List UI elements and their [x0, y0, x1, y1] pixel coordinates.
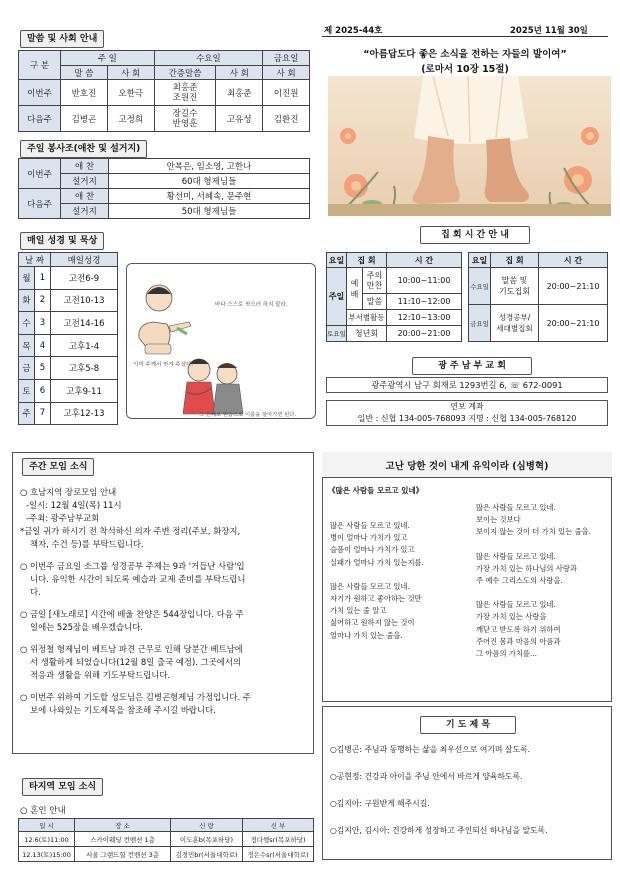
meeting-time: 20:00~21:00 [387, 326, 462, 342]
day: 주 [19, 402, 35, 425]
news-line: ○ 금일 [새노래로] 시간에 배울 찬양은 544장입니다. 다음 주 [20, 609, 244, 619]
reading: 고후9-11 [51, 379, 118, 402]
day-num: 7 [35, 402, 51, 425]
meeting-name: 주의 만찬 [363, 268, 387, 294]
day-num: 3 [35, 312, 51, 335]
news-line: 일에는 525장을 배우겠습니다. [30, 622, 143, 632]
church-name: 광 주 남 부 교 회 [412, 357, 532, 375]
reading: 고전10-13 [51, 289, 118, 312]
value-dishes: 60대 형제님들 [109, 174, 310, 189]
cartoon-bubble-2: 이미 주께서 씻겨 주셨다. [133, 362, 194, 368]
reading: 고후12-13 [51, 402, 118, 425]
volunteer-table [18, 158, 310, 219]
row-next-week: 다음주 [19, 106, 61, 132]
wedding-datetime: 12.6(토)11:00 [19, 832, 75, 847]
meeting-name: 부서별활동 [347, 310, 387, 326]
poem-line: 많은 사람들 모르고 있네. [476, 551, 556, 561]
day: 목 [19, 334, 35, 357]
cell: 이진원 [263, 80, 310, 106]
reading: 고후5-8 [51, 357, 118, 380]
row-this-week: 이번주 [19, 80, 61, 106]
poem-line: 많은 사람들 모르고 있네. [330, 581, 410, 591]
poem-line: 주어진 몸과 마음의 아픔과 [476, 636, 561, 646]
poem-line: 가치 있는 줄 알고 [330, 606, 387, 616]
wedding-label: ○ 혼인 안내 [20, 806, 66, 816]
poem-line: 실패가 얼마나 가치 있는지를. [330, 557, 424, 567]
wedding-groom: 김경민br(서울대학로) [171, 847, 243, 862]
poem-line: 보이지 않는 것이 더 가치 있는 줄을. [476, 527, 591, 537]
other-news-title: 타지역 모임 소식 [22, 778, 103, 796]
news-line: ○ 호남지역 장로모임 안내 [20, 487, 117, 497]
poem-left-column [330, 520, 424, 642]
cartoon-bubble-1: 바다 스스로 씻으러 하지 말라. [215, 302, 288, 308]
sub-host-fri: 사 회 [263, 66, 310, 80]
label-meal: 애 찬 [61, 189, 109, 204]
meeting-time: 20:00~21:10 [539, 268, 608, 305]
news-line: -일시: 12월 4일(목) 11시 [26, 500, 122, 510]
prayer-item: ○김병곤: 주님과 동행하는 삶을 최우선으로 여기며 살도록. [330, 745, 531, 754]
sub-host: 사 회 [107, 66, 154, 80]
bible-section-title: 매일 성경 및 묵상 [20, 232, 104, 250]
cartoon-image [127, 264, 316, 419]
meeting-name: 성경공부/ 세대별집회 [491, 305, 539, 342]
prayer-item: ○공현정: 건강과 아이을 주님 안에서 바르게 양육하도록. [330, 772, 523, 781]
poem-line: 가장 가치 있는 하나님의 사랑과 [476, 563, 577, 573]
cartoon-panel [126, 263, 316, 419]
sub-host-wed: 사 회 [216, 66, 263, 80]
news-line: 서 생활하게 되었습니다(12월 8일 출국 예정). 그곳에서의 [30, 657, 242, 667]
group-sunday: 주 일 [61, 51, 155, 66]
cell: 김병곤 [61, 106, 108, 132]
meeting-time: 11:10~12:00 [387, 294, 462, 310]
cell: 반호진 [61, 80, 108, 106]
bank-accounts: 일반 : 신협 134-005-768093 지명 : 신협 134-005-768120 [357, 414, 577, 423]
meeting-name: 말씀 [363, 294, 387, 310]
day-saturday: 토요일 [327, 326, 347, 342]
meetings-section-title: 집 회 시 간 안 내 [420, 226, 530, 244]
poem-line: 슬픔이 얼마나 가치가 있고 [330, 545, 415, 555]
wedding-table [18, 818, 314, 862]
poem-line: 많은 사람들 모르고 있네. [476, 600, 556, 610]
poem-line: 많은 사람들 모르고 있네. [330, 521, 410, 530]
cell: 고정희 [107, 106, 154, 132]
label-meal: 애 찬 [61, 159, 109, 174]
news-line: 보에 나와있는 기도제목을 참조해 주시길 바랍니다. [30, 705, 216, 715]
col-division: 구 분 [19, 51, 61, 80]
poem-line: 그 아픔의 가치를... [476, 649, 537, 659]
poem-line: 자기가 원하고 좋아하는 것만 [330, 594, 422, 604]
wedding-place: 스카이웨딩 컨벤션 1층 [75, 832, 171, 847]
day-num: 4 [35, 334, 51, 357]
day-num: 5 [35, 357, 51, 380]
verse-text: “아름답도다 좋은 소식을 전하는 자들의 발이여” [363, 49, 567, 60]
day-friday: 금요일 [469, 305, 491, 342]
meeting-time: 10:00~11:00 [387, 268, 462, 294]
news-line: ○ 이번주 금요일 소그룹 성경공부 주제는 9과 '거듭난 사람'입 [20, 561, 245, 571]
header-reading: 매일성경 [51, 253, 118, 267]
label-worship: 예배 [347, 268, 363, 310]
poem-line: 주 예수 그리스도의 사랑을. [476, 576, 563, 586]
day: 화 [19, 289, 35, 312]
bank-box [326, 400, 608, 426]
header-day: 요일 [327, 253, 347, 268]
reading: 고전14-16 [51, 312, 118, 335]
cell: 최홍준 조원진 [154, 80, 216, 106]
poem-line: 깨닫고 받도록 하기 위하여 [476, 624, 561, 634]
news-line: *금일 귀가 하시기 전 착석하신 의자 주변 정리(주보, 화장지, [20, 526, 241, 536]
poem-title: 고난 당한 것이 내게 유익이라 (심병혁) [385, 461, 549, 472]
issue-date: 2025년 11월 30일 [510, 26, 588, 36]
value-dishes: 50대 형제님들 [109, 204, 310, 219]
news-line: -주최: 광주남부교회 [26, 513, 100, 523]
label-dishes: 설거지 [61, 174, 109, 189]
meeting-time: 20:00~21:10 [539, 305, 608, 342]
weekly-news-body [20, 486, 310, 717]
day: 수 [19, 312, 35, 335]
meeting-name: 청년회 [347, 326, 387, 342]
poem-line: 보이는 것보다 [476, 515, 521, 525]
sub-testimony: 간증말씀 [154, 66, 216, 80]
wedding-bride: 정다행sr(목포하당) [243, 832, 314, 847]
reading: 고전6-9 [51, 267, 118, 290]
feet-flowers-image [328, 76, 611, 216]
poem-line: 얼마나 가치 있는 줄을. [330, 630, 403, 640]
bank-title: 연보 계좌 [450, 402, 484, 411]
header-day: 요일 [469, 253, 491, 268]
church-address: 광주광역시 남구 회재로 1293번길 6, ☏ 672-0091 [326, 377, 608, 393]
cell: 장길수 반영훈 [154, 106, 216, 132]
meetings-table-left [326, 252, 462, 342]
value-meal: 황선미, 서혜속, 문주현 [109, 189, 310, 204]
prayer-item: ○김지아: 구원받게 해주시길. [330, 799, 430, 808]
verse-ref: (로마서 10장 15절) [421, 64, 509, 75]
news-line: 니다. 유익한 시간이 되도록 예습과 교제 준비를 부탁드립니 [30, 574, 246, 584]
news-line: 책자, 수건 등)를 부탁드립니다. [30, 539, 144, 549]
header-groom: 신 랑 [171, 819, 243, 832]
poem-line: 많은 사람들 모르고 있네. [476, 503, 556, 512]
day-sunday: 주일 [327, 268, 347, 326]
cell: 고유성 [216, 106, 263, 132]
header-bride: 신 부 [243, 819, 314, 832]
header-datetime: 일 시 [19, 819, 75, 832]
header-rule [322, 36, 608, 37]
group-friday: 금요일 [263, 51, 310, 66]
poem-right-column [476, 502, 591, 660]
header-time: 시 간 [387, 253, 462, 268]
weekly-news-title: 주간 모임 소식 [22, 458, 94, 476]
reading: 고후1-4 [51, 334, 118, 357]
cover-illustration [328, 76, 611, 216]
day: 토 [19, 379, 35, 402]
header-meeting: 집 회 [491, 253, 539, 268]
row-next-week: 다음주 [19, 189, 61, 219]
header-meeting: 집 회 [347, 253, 387, 268]
day-num: 2 [35, 289, 51, 312]
day-wednesday: 수요일 [469, 268, 491, 305]
bible-table [18, 252, 118, 425]
day: 월 [19, 267, 35, 290]
wedding-datetime: 12.13(토)15:00 [19, 847, 75, 862]
day-num: 1 [35, 267, 51, 290]
header-place: 장 소 [75, 819, 171, 832]
header-date: 날 짜 [19, 253, 51, 267]
service-section-title: 말씀 및 사회 안내 [20, 30, 104, 48]
cell: 최홍준 [216, 80, 263, 106]
value-meal: 안복은, 임소영, 고한나 [109, 159, 310, 174]
meeting-name: 말씀 및 기도집회 [491, 268, 539, 305]
meetings-table-right [468, 252, 608, 342]
group-wednesday: 수요일 [154, 51, 263, 66]
prayer-item: ○김지안, 김시아: 건강하게 성장하고 주인되신 하나님을 알도록. [330, 826, 548, 835]
service-table [18, 50, 310, 132]
wedding-groom: 이도훈b(목포하당) [171, 832, 243, 847]
news-line: ○ 위정철 형제님이 베트남 파견 근무로 인해 당분간 베트남에 [20, 644, 243, 654]
cell: 오한극 [107, 80, 154, 106]
meeting-time: 12:10~13:00 [387, 310, 462, 326]
news-line: 다. [30, 587, 41, 597]
header-time: 시 간 [539, 253, 608, 268]
prayer-list [330, 744, 548, 852]
prayer-title: 기 도 제 목 [420, 716, 516, 734]
cell: 김환진 [263, 106, 310, 132]
day-num: 6 [35, 379, 51, 402]
poem-line: 병이 얼마나 가치가 있고 [330, 533, 408, 543]
news-line: 적응과 생활을 위해 기도부탁드립니다. [30, 670, 171, 680]
cartoon-caption: 그 은혜로 믿음으로 이름을 알아가면 된다. [199, 412, 297, 418]
poem-line: 싫어하고 원하지 않는 것이 [330, 618, 415, 628]
news-line: ○ 이번주 위하여 기도할 성도님은 김병곤형제님 가정입니다. 주 [20, 692, 251, 702]
poem-heading: 《많은 사람들 모르고 있네》 [328, 486, 424, 495]
wedding-bride: 정은수sr(서울대학로) [243, 847, 314, 862]
sub-sermon: 말 씀 [61, 66, 108, 80]
volunteer-section-title: 주일 봉사조(애찬 및 설거지) [20, 140, 147, 158]
row-this-week: 이번주 [19, 159, 61, 189]
issue-number: 제 2025-44호 [324, 26, 383, 36]
poem-line: 가장 가치 있는 사랑을 [476, 612, 547, 622]
label-dishes: 설거지 [61, 204, 109, 219]
wedding-place: 서울 그랜드힐 컨벤션 3층 [75, 847, 171, 862]
day: 금 [19, 357, 35, 380]
